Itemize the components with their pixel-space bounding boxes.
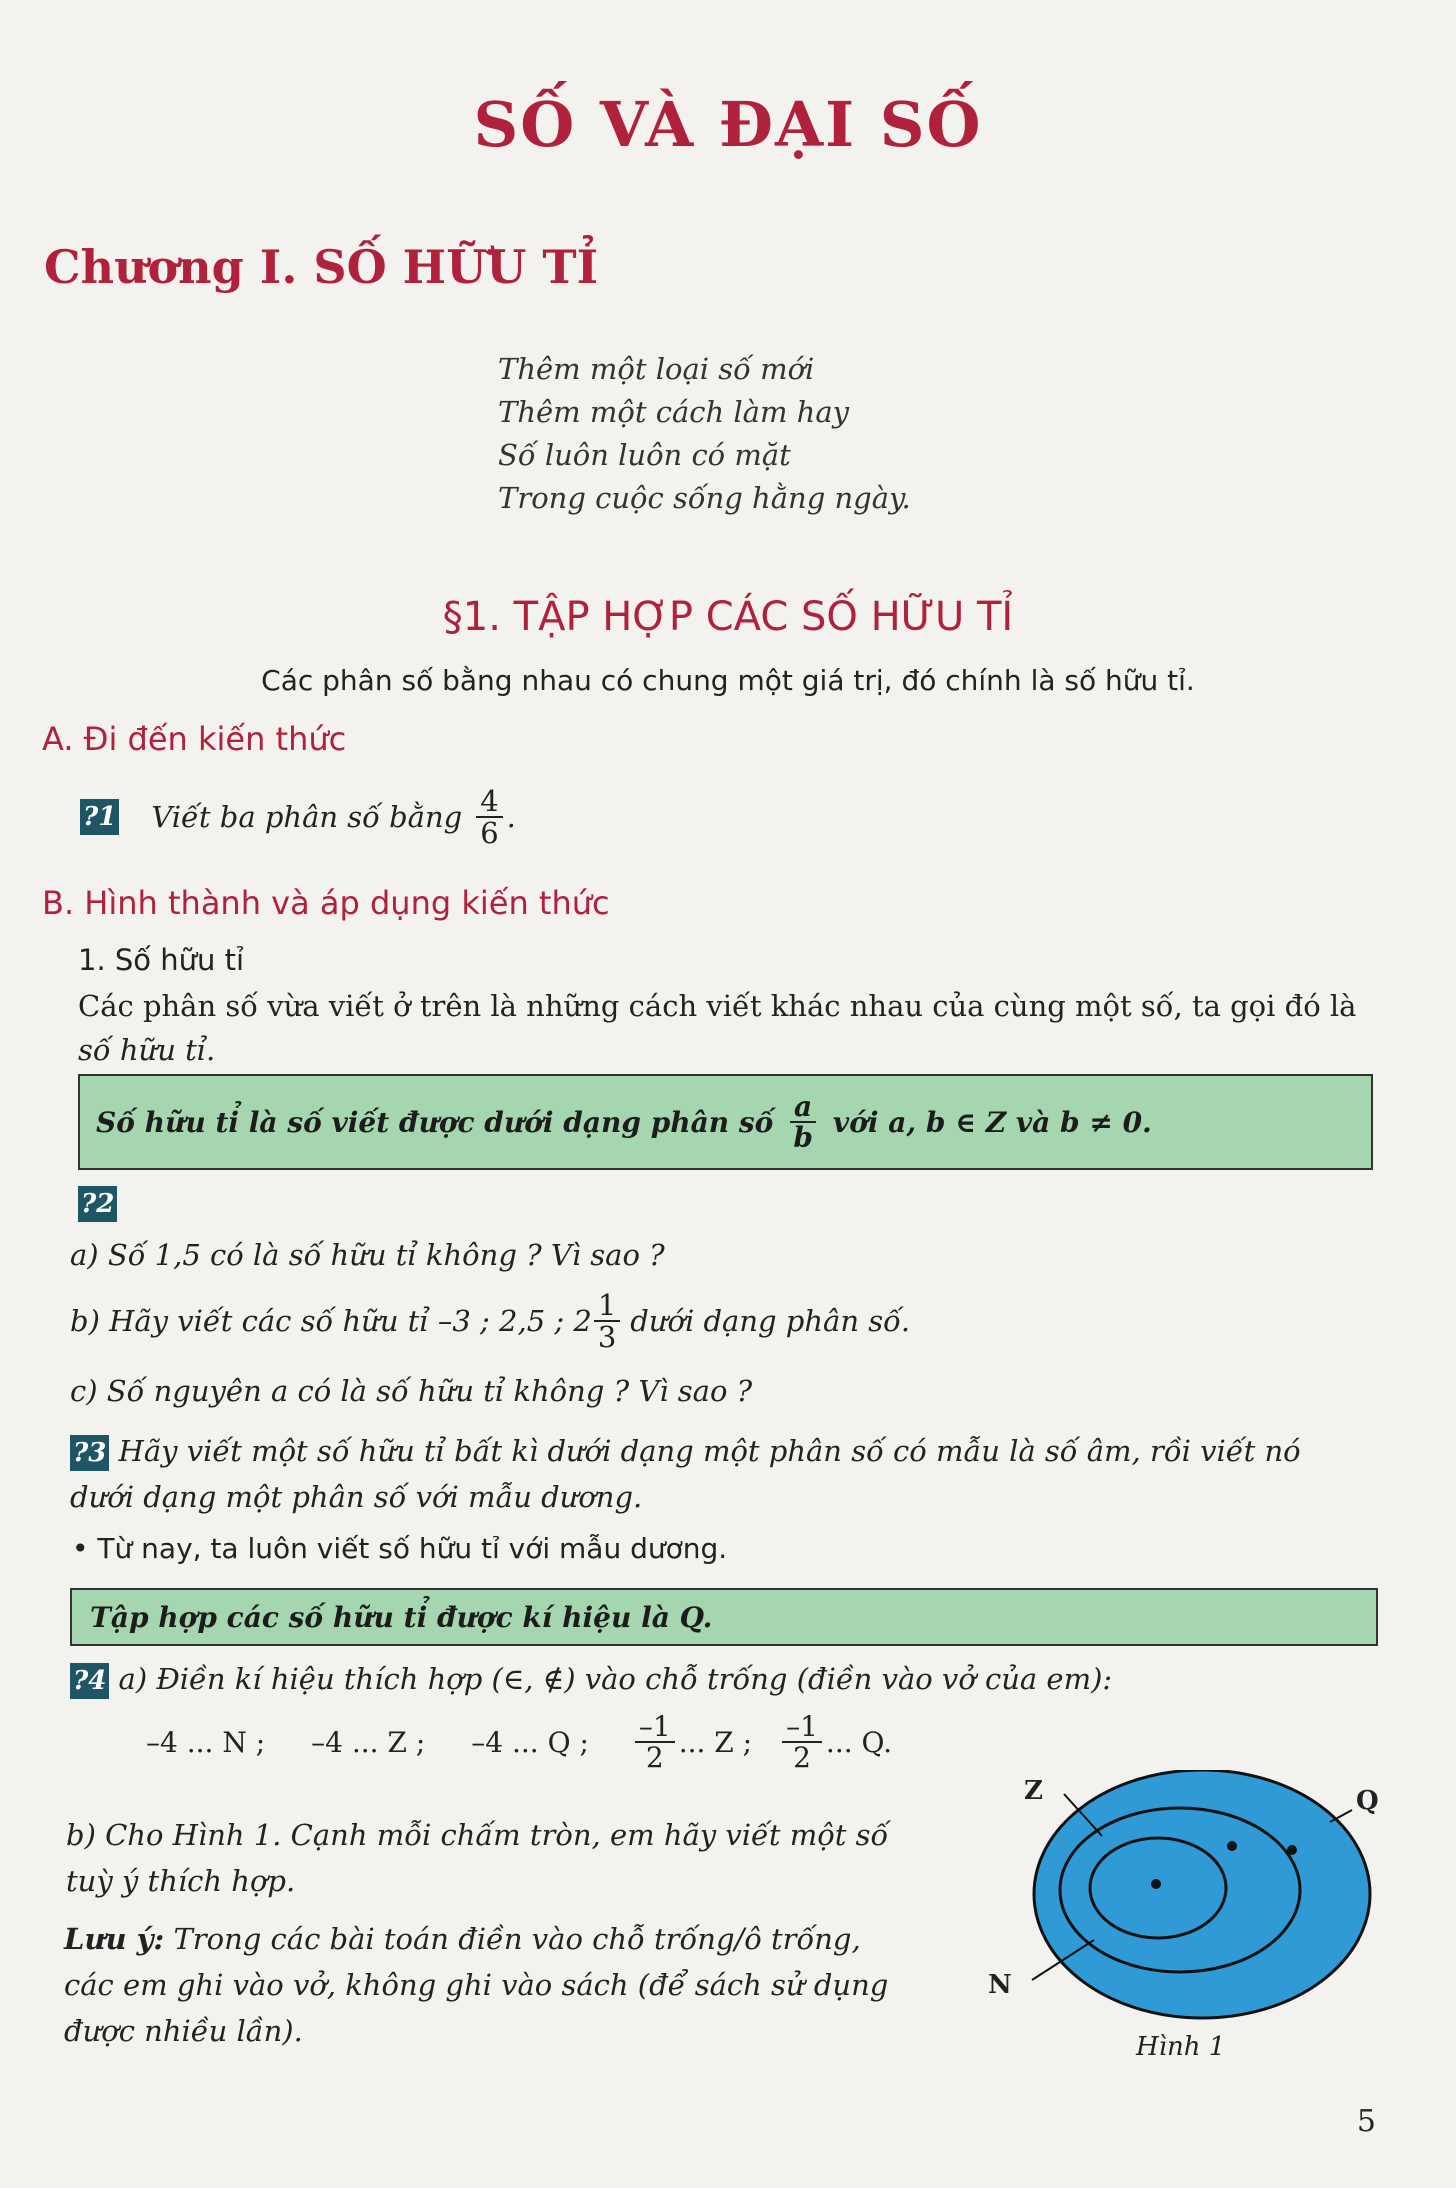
fill-item: –4 ... Z ;	[311, 1725, 426, 1759]
poem-line: Trong cuộc sống hằng ngày.	[498, 481, 911, 515]
question-badge: ?4	[70, 1663, 109, 1699]
dot	[1151, 1879, 1161, 1889]
poem-line: Số luôn luôn có mặt	[498, 438, 791, 472]
label-q: Q	[1356, 1786, 1379, 1816]
poem-line: Thêm một cách làm hay	[498, 395, 850, 429]
question-2-badge-wrap	[78, 1186, 117, 1222]
definition-box: Số hữu tỉ là số viết được dưới dạng phân số $\frac{a}{b}$ với a, b ∈ Z và b ≠ 0.	[78, 1074, 1373, 1170]
fraction: $\frac{4}{6}$	[476, 786, 502, 849]
label-z: Z	[1024, 1776, 1043, 1806]
dot	[1287, 1845, 1297, 1855]
note-bullet: • Từ nay, ta luôn viết số hữu tỉ với mẫu dương.	[72, 1532, 728, 1565]
question-2b: b) Hãy viết các số hữu tỉ –3 ; 2,5 ; 2 $\frac{1}{3}$ dưới dạng phân số.	[70, 1288, 911, 1355]
note: Lưu ý: Trong các bài toán điền vào chỗ trống/ô trống, các em ghi vào vở, không ghi vào sách (để sách sử dụng được nhiều lần).	[64, 1922, 889, 2048]
question-1: ?1 Viết ba phân số bằng $\frac{4}{6}$ .	[80, 786, 516, 849]
question-4b: b) Cho Hình 1. Cạnh mỗi chấm tròn, em hãy viết một số tuỳ ý thích hợp.	[66, 1818, 889, 1898]
fill-item: ... Q.	[825, 1725, 892, 1759]
note-label: Lưu ý:	[64, 1922, 165, 1956]
figure-caption: Hình 1	[1136, 2032, 1226, 2062]
fill-item: –4 ... N ;	[146, 1725, 266, 1759]
section-title: §1. TẬP HỢP CÁC SỐ HỮU TỈ	[442, 594, 1014, 640]
fraction: $\frac{-1}{2}$	[782, 1712, 822, 1773]
part-b-heading: B. Hình thành và áp dụng kiến thức	[42, 884, 610, 922]
dot	[1227, 1841, 1237, 1851]
fill-in-row	[146, 1712, 892, 1773]
set-q-ellipse	[1034, 1770, 1370, 2018]
question-2a: a) Số 1,5 có là số hữu tỉ không ? Vì sao ?	[70, 1238, 665, 1272]
fraction: $\frac{-1}{2}$	[635, 1712, 675, 1773]
fill-item: –4 ... Q ;	[471, 1725, 589, 1759]
question-badge: ?3	[70, 1435, 109, 1471]
question-text: Viết ba phân số bằng	[151, 800, 463, 835]
part-title: SỐ VÀ ĐẠI SỐ	[473, 88, 983, 161]
part-a-heading: A. Đi đến kiến thức	[42, 720, 347, 758]
question-2c: c) Số nguyên a có là số hữu tỉ không ? Vì sao ?	[70, 1374, 753, 1408]
figure-sets-diagram	[980, 1770, 1400, 2070]
section-intro: Các phân số bằng nhau có chung một giá trị, đó chính là số hữu tỉ.	[261, 664, 1195, 697]
fraction: $\frac{a}{b}$	[789, 1092, 817, 1153]
fraction: $\frac{1}{3}$	[594, 1290, 620, 1353]
question-badge: ?1	[80, 799, 119, 835]
poem-line: Thêm một loại số mới	[498, 352, 815, 386]
question-badge: ?2	[78, 1186, 117, 1222]
question-3: ?3 Hãy viết một số hữu tỉ bất kì dưới dạng một phân số có mẫu là số âm, rồi viết nó dưới dạng một phân số với mẫu dương.	[70, 1434, 1301, 1514]
fill-item: ... Z ;	[678, 1725, 753, 1759]
paragraph: Các phân số vừa viết ở trên là những cách viết khác nhau của cùng một số, ta gọi đó là số hữu tỉ.	[78, 989, 1357, 1067]
question-4a: ?4 a) Điền kí hiệu thích hợp (∈, ∉) vào chỗ trống (điền vào vở của em):	[70, 1662, 1112, 1699]
chapter-title: Chương I. SỐ HỮU TỈ	[44, 240, 599, 294]
page-number: 5	[1356, 2104, 1376, 2139]
label-n: N	[988, 1970, 1012, 2000]
subsection-title: 1. Số hữu tỉ	[78, 943, 245, 977]
notation-box: Tập hợp các số hữu tỉ được kí hiệu là Q.	[70, 1588, 1378, 1646]
poem	[498, 348, 911, 520]
